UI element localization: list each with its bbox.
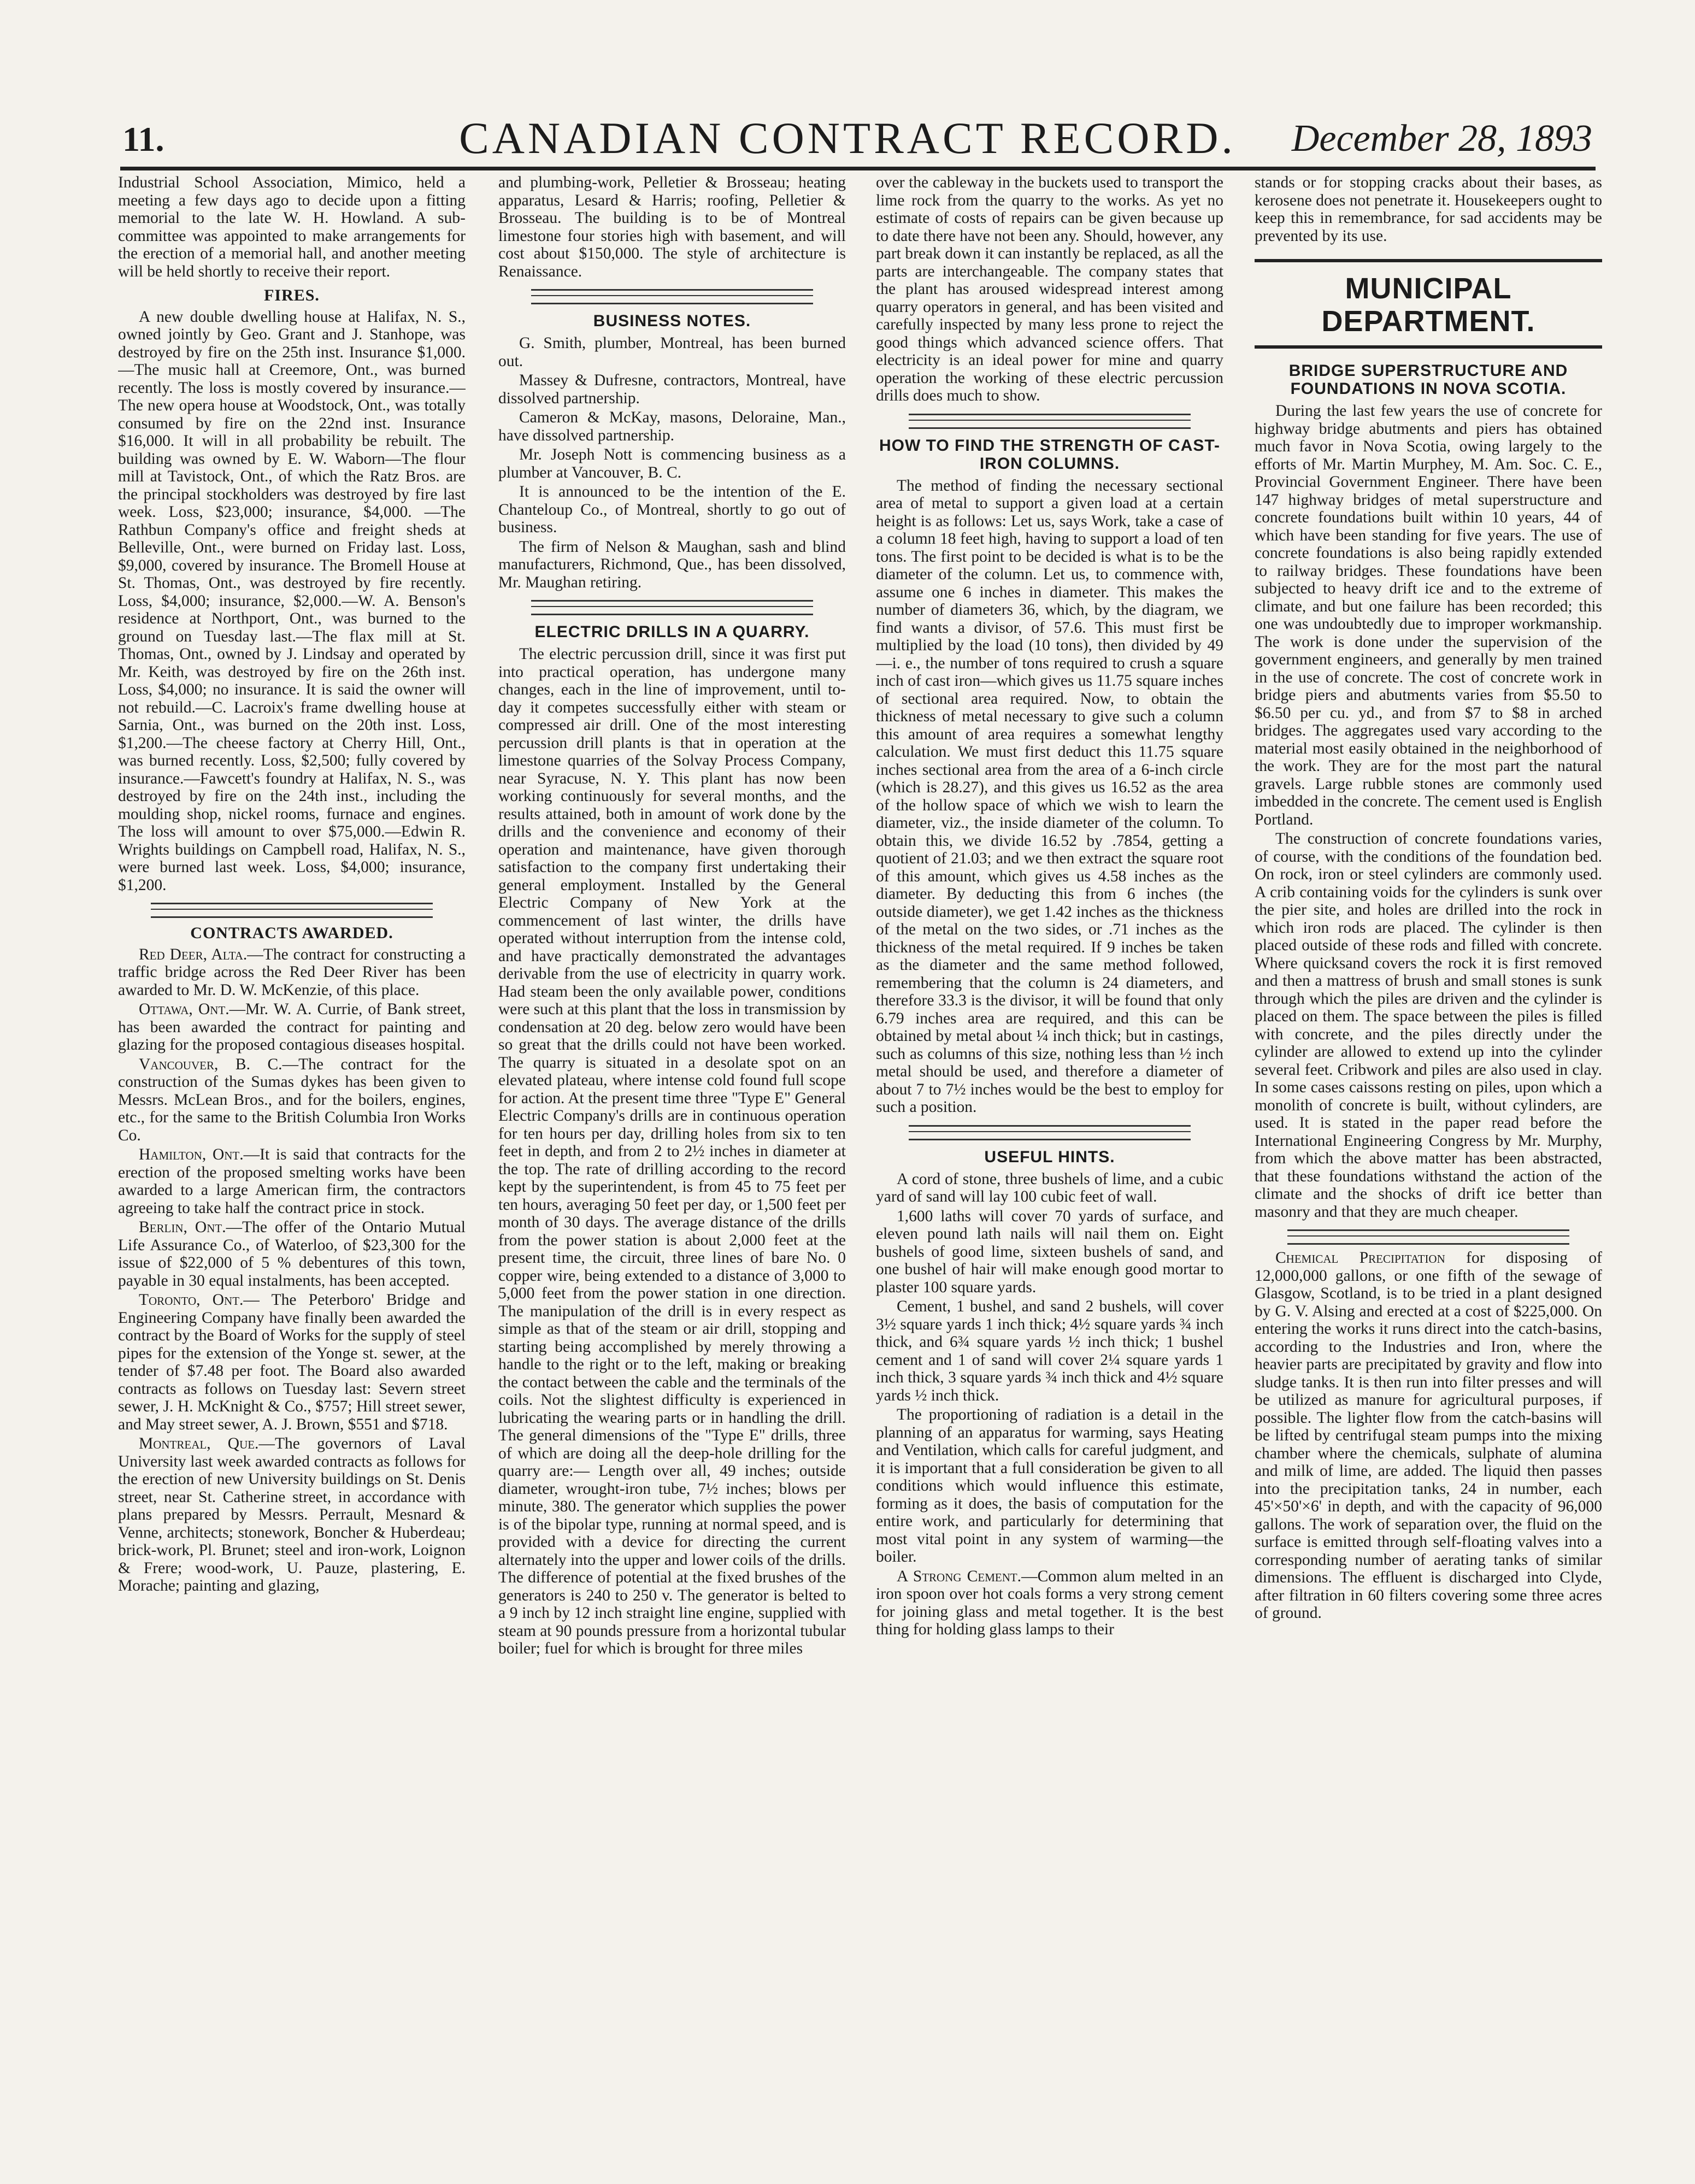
contract-item — [118, 1435, 466, 1595]
electric-drills-paragraph: The electric percussion drill, since it was first put into practical operation, has undergone many changes, each in the line of improvement, until to-day it competes successfully either with steam or compressed air drill. One of the most interesting percussion drill plants is that in operation at the limestone quarries of the Solvay Process Company, near Syracuse, N. Y. This plant has now been working continuously for several months, and the results attained, both in amount of work done by the drills and the convenience and economy of their operation and maintenance, have given thorough satisfaction to the company first undertaking their general employment. Installed by the General Electric Company of New York at the commencement of last winter, the drills have operated without interruption from the intense cold, and have practically demonstrated the advantages derivable from the use of electricity in quarry work. Had steam been the only available power, conditions were such at this plant that the loss in transmission by condensation at 20 deg. below zero would have been so great that the drills could not have been worked. The quarry is situated in a desolate spot on an elevated plateau, where intense cold found full scope for action. At the present time three "Type E" General Electric Company's drills are in continuous operation for ten hours per day, drilling holes from six to ten feet in depth, and from 2 to 2½ inches in diameter at the top. The rate of drilling according to the record kept by the superintendent, is from 45 to 75 feet per ten hours, averaging 50 feet per day, or 1,500 feet per month of 30 days. The average distance of the drills from the power station is about 2,000 feet at the present time, the circuit, three lines of bare No. 0 copper wire, being extended to a distance of 3,000 to 5,000 feet from the power station in one direction. The manipulation of the drill is in every respect as simple as that of the steam or air drill, stopping and starting being accomplished by merely throwing a handle to the right or to the left, making or breaking the contact between the cable and the terminals of the coils. Not the slightest difficulty is experienced in lubricating the wearing parts or in handling the drill. The general dimensions of the "Type E" drills, three of which are doing all the deep-hole drilling for the quarry are:— Length over all, 49 inches; outside diameter, wrought-iron tube, 7½ inches; blows per minute, 380. The generator which supplies the power is of the bipolar type, running at normal speed, and is provided with a device for directing the current alternately into the upper and lower coils of the drills. The difference of potential at the fixed brushes of the generators is 240 to 250 v. The generator is belted to a 9 inch by 12 inch straight line engine, supplied with steam at 90 pounds pressure from a horizontal tubular boiler; fuel for which is brought for three miles — [498, 645, 846, 1657]
bridge-heading: BRIDGE SUPERSTRUCTURE AND FOUNDATIONS IN NOVA SCOTIA. — [1288, 362, 1568, 398]
contract-item — [118, 1291, 466, 1433]
chemical-text: for disposing of 12,000,000 gallons, or one fifth of the sewage of Glasgow, Scotland, is to be tried in a plant designed by G. V. Alsing and erected at a cost of $225,000. On entering the works it runs direct into the catch-basins, according to the Industries and Iron, where the heavier parts are precipitated by gravity and flow into sludge tanks. It is then run into filter presses and will be utilized as manure for agricultural purposes, if possible. The lighter flow from the catch-basins will be lifted by centrifugal steam pumps into the mixing chamber where the chemicals, sulphate of alumina and milk of lime, are added. The liquid then passes into the precipitation tanks, 24 in number, each 45'×50'×6' in depth, and with the capacity of 96,000 gallons. The work of separation over, the fluid on the surface is emitted through self-floating valves into a corresponding number of aerating tanks of similar dimensions. The effluent is discharged into Clyde, after filtration in 60 filters covering some three acres of ground. — [1255, 1249, 1602, 1622]
contract-item — [118, 946, 466, 999]
cast-iron-heading: HOW TO FIND THE STRENGTH OF CAST-IRON COLUMNS. — [879, 436, 1221, 473]
business-note: The firm of Nelson & Maughan, sash and blind manufacturers, Richmond, Que., has been dissolved, Mr. Maughan retiring. — [498, 538, 846, 591]
contract-item — [118, 1056, 466, 1145]
laval-continuation: and plumbing-work, Pelletier & Brosseau; heating apparatus, Lesard & Harris; roofing, Pelletier & Brosseau. The building is to be of Montreal limestone four stories high with basement, and will cost about $150,000. The style of architecture is Renaissance. — [498, 174, 846, 280]
hint-item: A cord of stone, three bushels of lime, and a cubic yard of sand will lay 100 cubic feet of wall. — [876, 1170, 1223, 1205]
section-divider — [531, 600, 813, 615]
business-note: G. Smith, plumber, Montreal, has been burned out. — [498, 334, 846, 370]
hint-item — [876, 1568, 1223, 1639]
section-divider — [531, 289, 813, 304]
fires-paragraph: A new double dwelling house at Halifax, N. S., owned jointly by Geo. Grant and J. Stanhope, was destroyed by fire on the 25th inst. Insurance $1,000.—The music hall at Creemore, Ont., was burned recently. The loss is mostly covered by insurance.—The new opera house at Woodstock, Ont., was totally consumed by fire on the 22nd inst. Insurance $16,000. It will in all probability be rebuilt. The building was owned by E. W. Waborn—The flour mill at Tavistock, Ont., of which the Ratz Bros. are the principal stockholders was destroyed by fire last week. Loss, $23,000; insurance, $4,000. —The Rathbun Company's office and freight sheds at Belleville, Ont., were burned on Friday last. Loss, $9,000, covered by insurance. The Bromell House at St. Thomas, Ont., was destroyed by fire recently. Loss, $4,000; insurance, $2,000.—W. A. Benson's residence at Northport, Ont., was burned to the ground on Tuesday last.—The flax mill at St. Thomas, Ont., owned by J. Lindsay and operated by Mr. Keith, was destroyed by fire on the 26th inst. Loss, $4,000; no insurance. It is said the owner will not rebuild.—C. Lacroix's frame dwelling house at Sarnia, Ont., was burned on the 20th inst. Loss, $1,200.—The cheese factory at Cherry Hill, Ont., was burned recently. Loss, $2,500; fully covered by insurance.—Fawcett's foundry at Halifax, N. S., was destroyed by fire on the 24th inst., including the moulding shop, nickel rooms, furnace and engines. The loss will amount to over $75,000.—Edwin R. Wrights buildings on Campbell road, Halifax, N. S., were burned last week. Loss, $4,000; insurance, $1,200. — [118, 308, 466, 894]
page-number: 11. — [122, 120, 164, 158]
contract-text: —It is said that contracts for the erection of the proposed smelting works have been awarded to a large American firm, the contractors agreeing to take half the contract price in stock. — [118, 1146, 466, 1217]
fires-heading: FIRES. — [264, 286, 320, 304]
contract-text: —The contract for the construction of the Sumas dykes has been given to Messrs. McLean Bros., and for the boilers, engines, etc., for the same to the British Columbia Iron Works Co. — [118, 1055, 466, 1144]
cast-iron-paragraph: The method of finding the necessary sectional area of metal to support a given load at a certain height is as follows: Let us, says Work, take a case of a column 18 feet high, having to support a load of ten tons. The first point to be decided is what is to be the diameter of the column. Let us, to commence with, assume one 6 inches in diameter. This makes the number of diameters 36, which, by the diagram, we find wants a divisor, of 57.6. This must first be multiplied by the load (10 tons), then divided by 49—i. e., the number of tons required to crush a square inch of cast iron—which gives us 11.75 square inches of sectional area required. Now, to obtain the thickness of metal necessary to give such a column this amount of area requires a somewhat lengthy calculation. We must first deduct this 11.75 square inches sectional area from the area of a 6-inch circle (which is 28.27), and this gives us 16.52 as the area of the hollow space of which we wish to learn the diameter, viz., the inside diameter of the column. To obtain this, we divide 16.52 by .7854, getting a quotient of 21.03; and we then extract the square root of this amount, which gives us 4.58 inches as the diameter. By deducting this from 6 inches (the outside diameter), we get 1.42 inches as the thickness of the metal on the two sides, or .71 inches as the thickness of the metal required. If 9 inches be taken as the diameter and the same method followed, remembering that the column is 24 diameters, and therefore 33.3 is the divisor, it will be found that only 6.79 inches area are required, and this can be obtained by metal about ¼ inch thick; but in castings, such as columns of this size, nothing less than ½ inch metal should be used, and therefore a diameter of about 7 to 7½ inches would be the best to employ for such a position. — [876, 476, 1223, 1116]
contract-place: Hamilton, Ont. — [139, 1146, 244, 1163]
column-1 — [118, 174, 466, 2124]
useful-hints-heading: USEFUL HINTS. — [984, 1147, 1115, 1166]
hint-item: The proportioning of radiation is a detail in the planning of an apparatus for warming, says Heating and Ventilation, which calls for careful judgment, and it is important that a full consideration be given to all conditions which would influence this estimate, forming as it does, the basis of computation for the entire work, and particularly for determining that most vital point in any system of warming—the boiler. — [876, 1406, 1223, 1565]
business-notes-heading: BUSINESS NOTES. — [593, 312, 751, 330]
drills-continuation: over the cableway in the buckets used to transport the lime rock from the quarry to the works. As yet no estimate of costs of repairs can be given because up to date there have not been any. Should, however, any part break down it can instantly be replaced, as all the parts are interchangeable. The company states that the plant has aroused widespread interest among quarry operators in general, and has been visited and carefully inspected by many less prone to reject the good things which advanced science offers. That electricity is an ideal power for mine and quarry operation the working of these electric percussion drills does much to show. — [876, 174, 1223, 404]
contract-text: —The governors of Laval University last week awarded contracts as follows for the erection of new University buildings on St. Denis street, near St. Catherine street, in accordance with plans prepared by Messrs. Perrault, Mesnard & Venne, architects; stonework, Boncher & Huberdeau; brick-work, Pl. Brunet; steel and iron-work, Loignon & Frere; wood-work, U. Pauze, plastering, E. Morache; painting and glazing, — [118, 1435, 466, 1594]
contract-text: —The contract for constructing a traffic bridge across the Red Deer River has been awarded to Mr. D. W. McKenzie, of this place. — [118, 945, 466, 999]
hint-text: —Common alum melted in an iron spoon over hot coals forms a very strong cement for joining glass and metal together. It is the best thing for holding glass lamps to their — [876, 1567, 1223, 1638]
bridge-paragraph: During the last few years the use of concrete for highway bridge abutments and piers has obtained much favor in Nova Scotia, owing largely to the efforts of Mr. Martin Murphey, M. Am. Soc. C. E., Provincial Government Engineer. There have been 147 highway bridges of metal superstructure and concrete foundations built within 10 years, 44 of which have been standing for five years. The use of concrete foundations is also being rapidly extended to railway bridges. These foundations have been subjected to heavy drift ice and to the extreme of climate, and but one failure has been recorded; this one was undoubtedly due to improper workmanship. The work is done under the supervision of the government engineers, and generally by men trained in the use of concrete. The cost of concrete work in bridge piers and abutments varies from $5.50 to $6.50 per cu. yd., and from $7 to $8 in arched bridges. The aggregates used vary according to the material most easily obtained in the neighborhood of the work. They are for the most part the natural gravels. Large rubble stones are commonly used imbedded in the concrete. The cement used is English Portland. — [1255, 402, 1602, 828]
hint-item: 1,600 laths will cover 70 yards of surface, and eleven pound lath nails will nail them on. Eight bushels of good lime, sixteen bushels of sand, and one bushel of hair will make enough good mortar to plaster 100 square yards. — [876, 1207, 1223, 1296]
section-divider — [1287, 1229, 1569, 1245]
contract-item — [118, 1218, 466, 1290]
contract-text: —Mr. W. A. Currie, of Bank street, has been awarded the contract for painting and glazing for the proposed contagious diseases hospital. — [118, 1000, 466, 1053]
hint-lead: A Strong Cement. — [897, 1567, 1022, 1585]
column-2 — [498, 174, 846, 2124]
electric-drills-heading: ELECTRIC DRILLS IN A QUARRY. — [534, 623, 810, 641]
cement-continuation: stands or for stopping cracks about their bases, as kerosene does not penetrate it. Housekeepers ought to keep this in remembrance, for sad accidents may be prevented by its use. — [1255, 174, 1602, 245]
contract-place: Ottawa, Ont. — [139, 1000, 229, 1018]
hint-item: Cement, 1 bushel, and sand 2 bushels, will cover 3½ square yards 1 inch thick; 4½ square yards ¾ inch thick, and 6¾ square yards ½ inch thick; 1 bushel cement and 1 of sand will cover 2¼ square yards 1 inch thick, 3 square yards ¾ inch thick and 4½ square yards ½ inch thick. — [876, 1298, 1223, 1404]
section-divider — [151, 903, 433, 918]
page-header — [0, 0, 1695, 164]
contract-text: —The offer of the Ontario Mutual Life Assurance Co., of Waterloo, of $23,300 for the issue of $22,000 of 5 % debentures of this town, payable in 30 equal instalments, has been accepted. — [118, 1218, 466, 1290]
section-divider — [909, 414, 1191, 429]
issue-date: December 28, 1893 — [1291, 117, 1592, 160]
contracts-heading: CONTRACTS AWARDED. — [190, 924, 393, 942]
business-note: Cameron & McKay, masons, Deloraine, Man., have dissolved partnership. — [498, 409, 846, 444]
column-4 — [1255, 174, 1602, 2124]
contract-item — [118, 1000, 466, 1054]
contract-place: Red Deer, Alta. — [139, 945, 248, 963]
contract-item — [118, 1146, 466, 1217]
business-note: Mr. Joseph Nott is commencing business as a plumber at Vancouver, B. C. — [498, 446, 846, 481]
contract-place: Montreal, Que. — [139, 1435, 259, 1452]
header-rule — [120, 167, 1596, 170]
business-note: Massey & Dufresne, contractors, Montreal, have dissolved partnership. — [498, 372, 846, 407]
masthead-title: CANADIAN CONTRACT RECORD. — [459, 113, 1236, 163]
contract-place: Vancouver, B. C. — [139, 1055, 282, 1073]
contract-text: — The Peterboro' Bridge and Engineering Company have finally been awarded the contract by the Board of Works for the supply of steel pipes for the extension of the Yonge st. sewer, at the tender of $7.48 per foot. The Board also awarded contracts as follows on Tuesday last: Severn street sewer, J. H. McKnight & Co., $757; Hill street sewer, and May street sewer, A. J. Brown, $551 and $718. — [118, 1291, 466, 1433]
bridge-paragraph: The construction of concrete foundations varies, of course, with the conditions of the foundation bed. On rock, iron or steel cylinders are commonly used. A crib containing voids for the cylinders is sunk over the pier site, and holes are drilled into the rock in which iron rods are placed. The cylinder is then placed outside of these rods and filled with concrete. Where quicksand covers the rock it is first removed and then a mattress of brush and small stones is sunk through which the piles are driven and the cylinder is placed on them. The space between the piles is filled with concrete, and the piles directly under the cylinder are allowed to extend up into the cylinder several feet. Cribwork and piles are also used in clay. In some cases caissons resting on piles, upon which a monolith of concrete is built, without cylinders, are used. It is stated in the paper read before the International Engineering Congress by Mr. Murphy, from which the above matter has been abstracted, that these foundations withstand the action of the climate and the shocks of drift ice better than masonry and that they are much cheaper. — [1255, 830, 1602, 1221]
contract-place: Berlin, Ont. — [139, 1218, 226, 1236]
section-divider — [909, 1125, 1191, 1140]
business-note: It is announced to be the intention of the E. Chanteloup Co., of Montreal, shortly to go out of business. — [498, 483, 846, 536]
chemical-lead: Chemical Precipitation — [1275, 1249, 1445, 1267]
memorial-paragraph: Industrial School Association, Mimico, held a meeting a few days ago to decide upon a fitting memorial to the late W. H. Howland. A sub-committee was appointed to make arrangements for the erection of a memorial hall, and another meeting will be held shortly to receive their report. — [118, 174, 466, 280]
contract-place: Toronto, Ont. — [139, 1291, 244, 1309]
municipal-department-banner: MUNICIPAL DEPARTMENT. — [1255, 259, 1602, 349]
chemical-precipitation-paragraph — [1255, 1249, 1602, 1622]
column-3 — [876, 174, 1223, 2124]
